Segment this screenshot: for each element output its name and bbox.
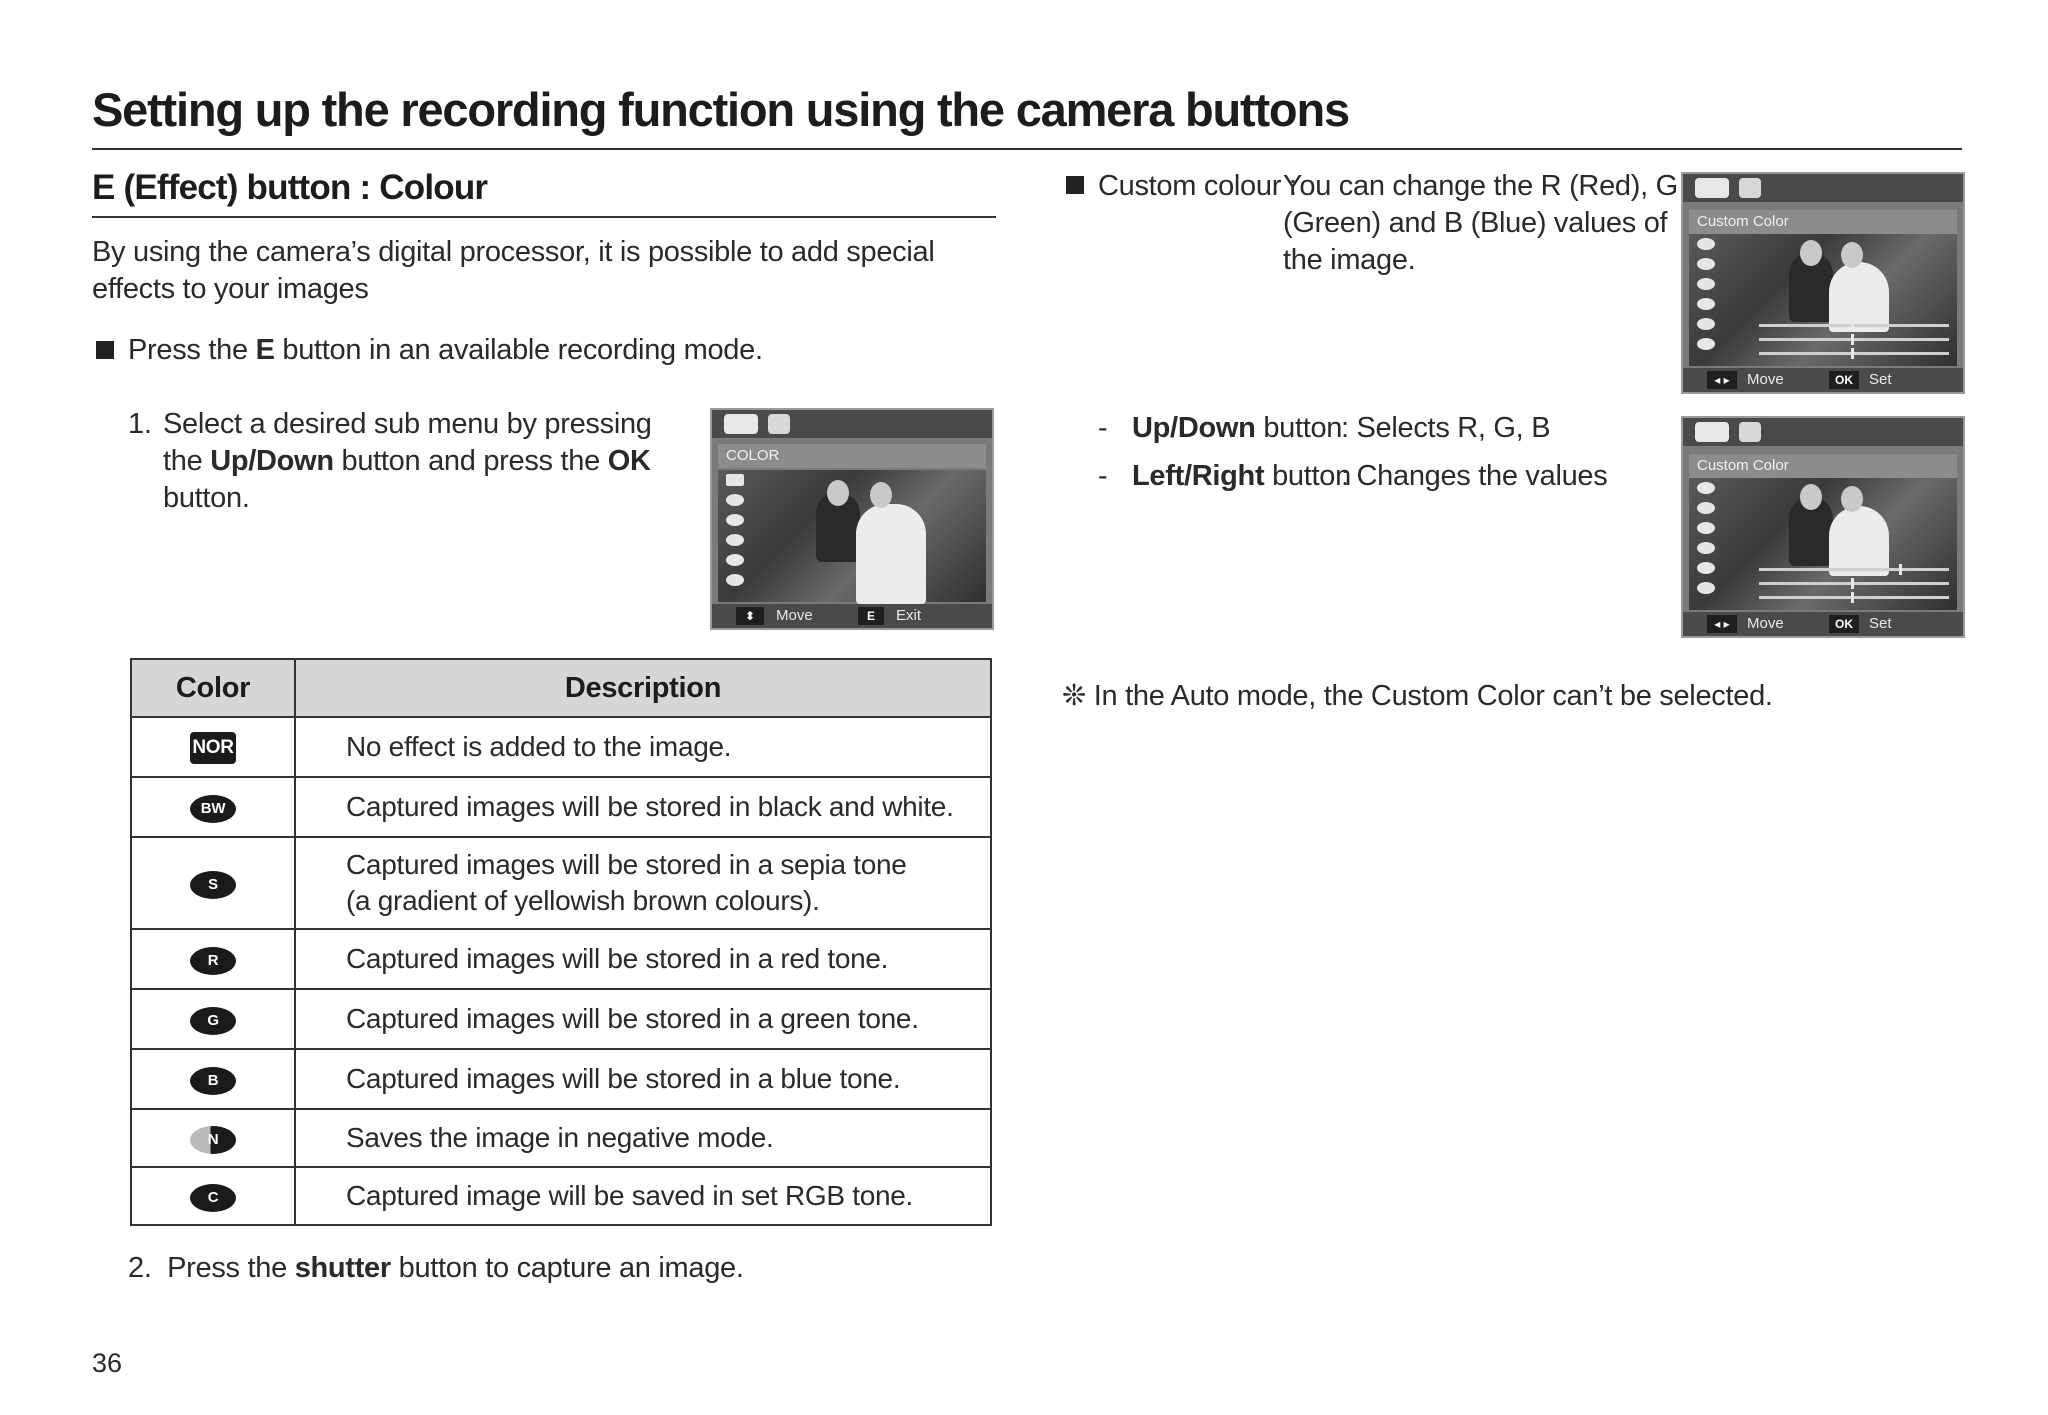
table-row	[131, 929, 991, 989]
color-cell	[131, 1109, 295, 1167]
bw-icon: BW	[190, 795, 236, 823]
column-header-description: Description	[295, 659, 991, 717]
nor-icon: NOR	[190, 732, 236, 764]
red-option-icon	[1697, 238, 1715, 250]
menu-tab-bar	[1683, 174, 1963, 202]
preview-photo	[1689, 234, 1957, 366]
step1-text: button.	[163, 482, 250, 514]
negative-option-icon	[1697, 318, 1715, 330]
color-cell	[131, 777, 295, 837]
screen-nav-bar	[712, 604, 992, 628]
table-row	[131, 1109, 991, 1167]
effects-table	[130, 658, 992, 1226]
green-option-icon	[726, 554, 744, 566]
b-slider-knob	[1851, 592, 1854, 603]
menu-tab-bar	[1683, 418, 1963, 446]
settings-tab-icon	[1739, 422, 1761, 442]
red-option-icon	[1697, 482, 1715, 494]
section-divider	[92, 216, 996, 218]
custom-color-screenshot-2	[1681, 416, 1965, 638]
blue-option-icon	[1697, 522, 1715, 534]
preview-dress	[1829, 506, 1889, 576]
green-option-icon	[1697, 258, 1715, 270]
red-icon: R	[190, 947, 236, 975]
green-icon: G	[190, 1007, 236, 1035]
description-cell: Captured image will be saved in set RGB tone.	[295, 1167, 991, 1225]
menu-tab-bar	[712, 410, 992, 438]
r-slider	[1759, 568, 1949, 571]
menu-title: Custom Color	[1689, 210, 1957, 234]
description-line: (a gradient of yellowish brown colours).	[346, 885, 820, 916]
left-right-arrow-icon: ◂ ▸	[1707, 371, 1737, 389]
sepia-icon: S	[190, 871, 236, 899]
preview-dress	[1829, 262, 1889, 332]
r-slider-knob	[1851, 320, 1854, 331]
table-row	[131, 717, 991, 777]
step-number: 2.	[128, 1252, 152, 1284]
ok-key-icon: OK	[1829, 615, 1859, 633]
button-word: button	[1263, 412, 1343, 444]
table-row	[131, 1049, 991, 1109]
step2-text: Press the	[167, 1252, 287, 1284]
e-key-icon: E	[858, 607, 884, 625]
g-slider-knob	[1851, 334, 1854, 345]
custom-colour-label: Custom colour :	[1098, 170, 1297, 202]
effect-tab-icon	[724, 414, 758, 434]
nav-move-label: Move	[776, 607, 813, 624]
description-line: Captured images will be stored in a sepia tone	[346, 849, 907, 880]
preview-face	[1841, 486, 1863, 512]
menu-title: COLOR	[718, 444, 986, 468]
b-slider	[1759, 352, 1949, 355]
step2-text: button to capture an image.	[398, 1252, 744, 1284]
color-cell	[131, 717, 295, 777]
description-cell: Captured images will be stored in a blue tone.	[295, 1049, 991, 1109]
sepia-option-icon	[1697, 542, 1715, 554]
table-row	[131, 989, 991, 1049]
preview-face	[1800, 484, 1822, 510]
description-cell: No effect is added to the image.	[295, 717, 991, 777]
red-option-icon	[726, 534, 744, 546]
settings-tab-icon	[768, 414, 790, 434]
green-option-icon	[1697, 502, 1715, 514]
ok-label: OK	[607, 445, 651, 477]
dash-bullet: -	[1098, 460, 1108, 492]
negative-icon: N	[190, 1126, 236, 1154]
column-header-color: Color	[131, 659, 295, 717]
effect-tab-icon	[1695, 178, 1729, 198]
nav-exit-label: Exit	[896, 607, 922, 624]
g-slider-knob	[1851, 578, 1854, 589]
preview-face	[827, 480, 849, 506]
page-number: 36	[92, 1348, 123, 1378]
button-function: : Selects R, G, B	[1341, 412, 1551, 444]
color-cell	[131, 989, 295, 1049]
press-e-text-before: Press the	[128, 334, 248, 366]
b-slider	[1759, 596, 1949, 599]
press-e-instruction	[128, 332, 763, 369]
description-cell: Captured images will be stored in a green tone.	[295, 989, 991, 1049]
custom-colour-description: You can change the R (Red), G (Green) and B (Blue) values of the image.	[1283, 170, 1678, 276]
note-text: In the Auto mode, the Custom Color can’t be selected.	[1093, 680, 1773, 712]
note-asterisk-icon: ❊	[1062, 680, 1086, 712]
g-slider	[1759, 582, 1949, 585]
preview-photo	[1689, 478, 1957, 610]
table-row	[131, 837, 991, 929]
color-cell	[131, 929, 295, 989]
custom-option-icon	[1697, 582, 1715, 594]
table-row	[131, 1167, 991, 1225]
step1-text: button and press the	[341, 445, 600, 477]
left-right-arrow-icon: ◂ ▸	[1707, 615, 1737, 633]
page-title: Setting up the recording function using the camera buttons	[92, 83, 1349, 136]
button-word: button	[1272, 460, 1351, 492]
description-cell: Saves the image in negative mode.	[295, 1109, 991, 1167]
auto-mode-note	[1062, 678, 1773, 715]
shutter-label: shutter	[294, 1252, 391, 1284]
color-cell	[131, 837, 295, 929]
custom-option-icon	[1697, 338, 1715, 350]
step-1	[128, 406, 688, 517]
bw-option-icon	[726, 494, 744, 506]
effect-tab-icon	[1695, 422, 1729, 442]
ok-key-icon: OK	[1829, 371, 1859, 389]
square-bullet-icon	[1066, 176, 1084, 194]
blue-option-icon	[1697, 278, 1715, 290]
r-slider-knob	[1899, 564, 1902, 575]
description-cell: Captured images will be stored in black and white.	[295, 777, 991, 837]
menu-title: Custom Color	[1689, 454, 1957, 478]
color-cell	[131, 1167, 295, 1225]
screen-nav-bar	[1683, 612, 1963, 636]
g-slider	[1759, 338, 1949, 341]
preview-face	[1841, 242, 1863, 268]
step-2	[128, 1250, 744, 1287]
negative-option-icon	[1697, 562, 1715, 574]
button-name: Left/Right	[1132, 460, 1265, 492]
step-number: 1.	[128, 408, 152, 440]
color-menu-screenshot	[710, 408, 994, 630]
square-bullet-icon	[96, 341, 114, 359]
b-slider-knob	[1851, 348, 1854, 359]
table-header-row	[131, 659, 991, 717]
nav-set-label: Set	[1869, 371, 1892, 388]
intro-paragraph: By using the camera’s digital processor, it is possible to add special effects to your images	[92, 236, 935, 305]
nav-move-label: Move	[1747, 371, 1784, 388]
nav-set-label: Set	[1869, 615, 1892, 632]
custom-icon: C	[190, 1184, 236, 1212]
description-cell: Captured images will be stored in a red tone.	[295, 929, 991, 989]
button-function: : Changes the values	[1341, 460, 1608, 492]
sepia-option-icon	[726, 514, 744, 526]
preview-photo	[718, 470, 986, 602]
button-name: Up/Down	[1132, 412, 1256, 444]
press-e-text-after: button in an available recording mode.	[282, 334, 763, 366]
up-down-label: Up/Down	[210, 445, 334, 477]
settings-tab-icon	[1739, 178, 1761, 198]
e-button-label: E	[255, 334, 275, 366]
nor-option-icon	[726, 474, 744, 486]
blue-option-icon	[726, 574, 744, 586]
button-label	[1132, 412, 1342, 445]
sepia-option-icon	[1697, 298, 1715, 310]
r-slider	[1759, 324, 1949, 327]
preview-face	[870, 482, 892, 508]
custom-color-screenshot	[1681, 172, 1965, 394]
preview-face	[1800, 240, 1822, 266]
dash-bullet: -	[1098, 412, 1108, 444]
step1-text: Select a desired sub menu by pressing the	[163, 408, 652, 477]
title-divider	[92, 148, 1962, 150]
blue-icon: B	[190, 1067, 236, 1095]
button-label	[1132, 460, 1351, 493]
preview-dress	[856, 504, 926, 604]
screen-nav-bar	[1683, 368, 1963, 392]
description-cell	[295, 837, 991, 929]
section-heading: E (Effect) button : Colour	[92, 168, 488, 207]
table-row	[131, 777, 991, 837]
color-cell	[131, 1049, 295, 1109]
nav-move-label: Move	[1747, 615, 1784, 632]
up-down-arrow-icon: ⬍	[736, 607, 764, 625]
